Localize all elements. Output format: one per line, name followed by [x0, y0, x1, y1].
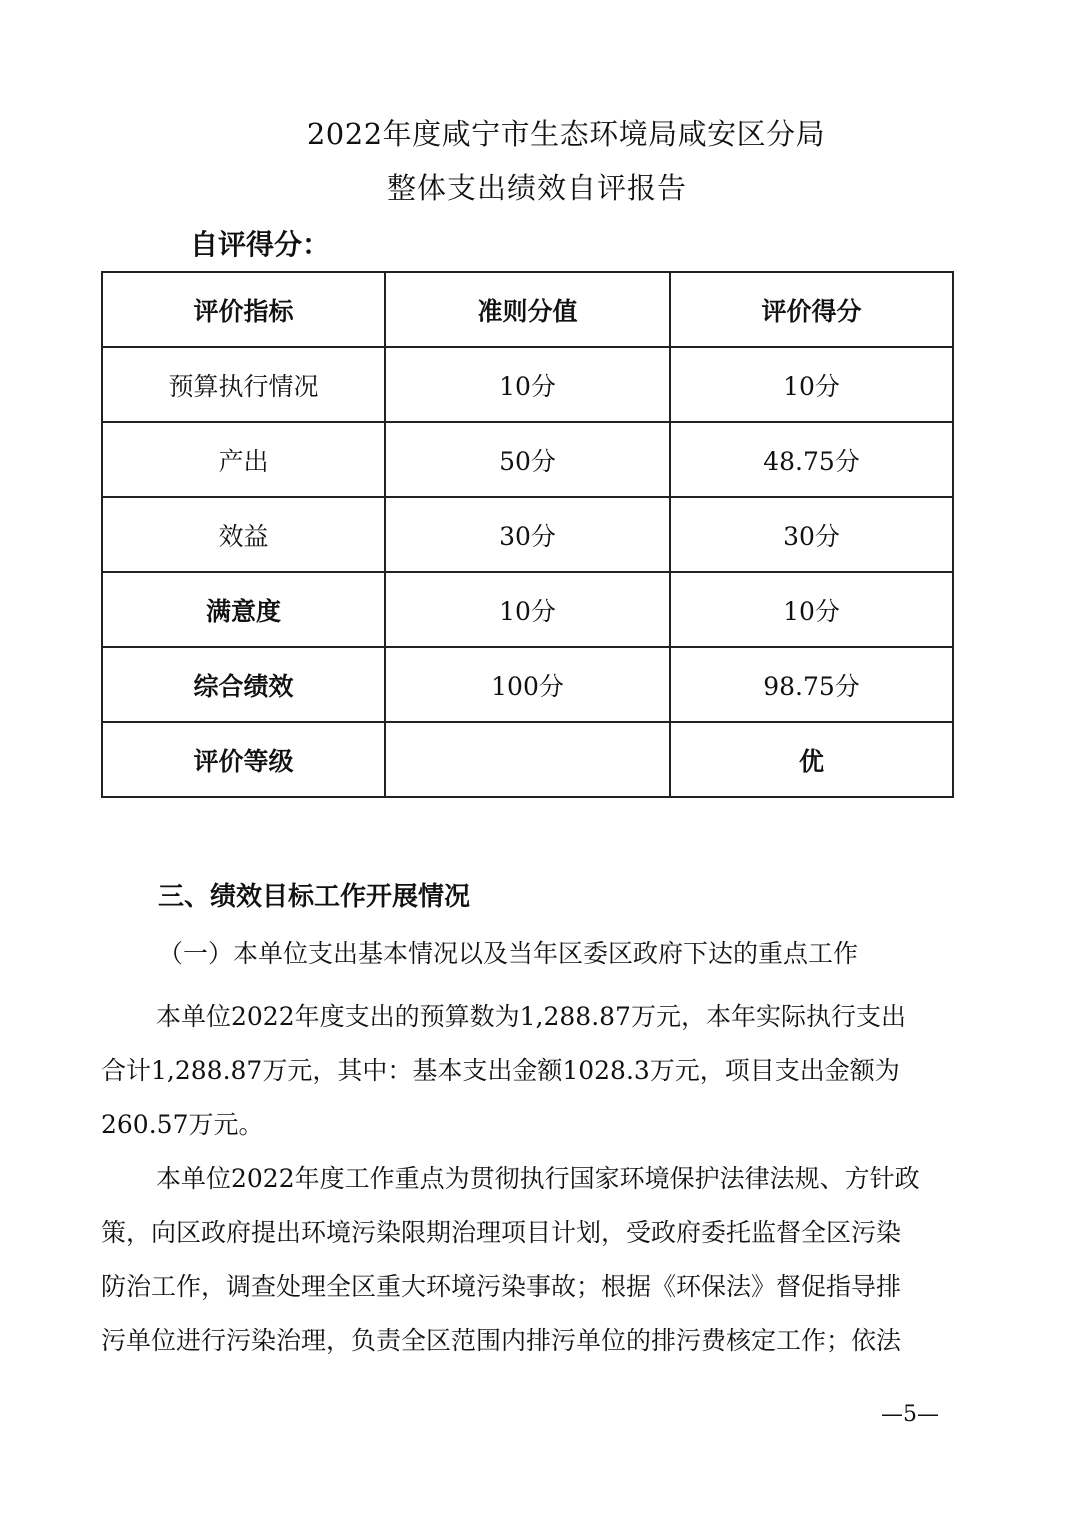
- table-header-row: [102, 272, 953, 347]
- paragraph-line: 污单位进行污染治理，负责全区范围内排污单位的排污费核定工作；依法: [101, 1326, 902, 1355]
- score-table: [101, 271, 954, 798]
- paragraph-line: 本单位2022年度工作重点为贯彻执行国家环境保护法律法规、方针政: [156, 1164, 920, 1193]
- paragraph-line: 策，向区政府提出环境污染限期治理项目计划，受政府委托监督全区污染: [101, 1218, 902, 1247]
- paragraph-line: 本单位2022年度支出的预算数为1,288.87万元，本年实际执行支出: [156, 1002, 906, 1031]
- table-cell: [385, 722, 670, 797]
- table-cell: 10分: [670, 572, 953, 647]
- paragraph-line: 260.57万元。: [101, 1110, 264, 1139]
- table-cell: 效益: [102, 497, 385, 572]
- table-cell: 50分: [385, 422, 670, 497]
- table-row: [102, 722, 953, 797]
- table-row: [102, 647, 953, 722]
- table-cell: 100分: [385, 647, 670, 722]
- table-row: [102, 572, 953, 647]
- paragraph-line: 防治工作，调查处理全区重大环境污染事故；根据《环保法》督促指导排: [101, 1272, 902, 1301]
- table-cell: 满意度: [102, 572, 385, 647]
- table-row: [102, 497, 953, 572]
- sub-heading: （一）本单位支出基本情况以及当年区委区政府下达的重点工作: [158, 939, 859, 968]
- section-heading: 三、绩效目标工作开展情况: [158, 882, 471, 912]
- table-header-cell: 评价指标: [102, 272, 385, 347]
- table-cell: 10分: [670, 347, 953, 422]
- table-row: [102, 347, 953, 422]
- table-header-cell: 评价得分: [670, 272, 953, 347]
- report-title-line2: 整体支出绩效自评报告: [386, 171, 687, 205]
- table-header-cell: 准则分值: [385, 272, 670, 347]
- table-cell: 预算执行情况: [102, 347, 385, 422]
- table-cell: 综合绩效: [102, 647, 385, 722]
- paragraph-budget: [101, 990, 974, 1152]
- table-row: [102, 422, 953, 497]
- table-cell: 10分: [385, 572, 670, 647]
- table-cell: 98.75分: [670, 647, 953, 722]
- table-cell: 30分: [385, 497, 670, 572]
- score-label: 自评得分：: [190, 228, 331, 261]
- table-cell: 评价等级: [102, 722, 385, 797]
- table-cell: 产出: [102, 422, 385, 497]
- page-number: —5—: [881, 1402, 939, 1427]
- paragraph-line: 合计1,288.87万元，其中：基本支出金额1028.3万元，项目支出金额为: [101, 1056, 900, 1085]
- table-cell: 优: [670, 722, 953, 797]
- table-cell: 10分: [385, 347, 670, 422]
- report-title-line1: 2022年度咸宁市生态环境局咸安区分局: [306, 117, 826, 151]
- table-cell: 30分: [670, 497, 953, 572]
- table-cell: 48.75分: [670, 422, 953, 497]
- paragraph-priorities: [101, 1152, 974, 1368]
